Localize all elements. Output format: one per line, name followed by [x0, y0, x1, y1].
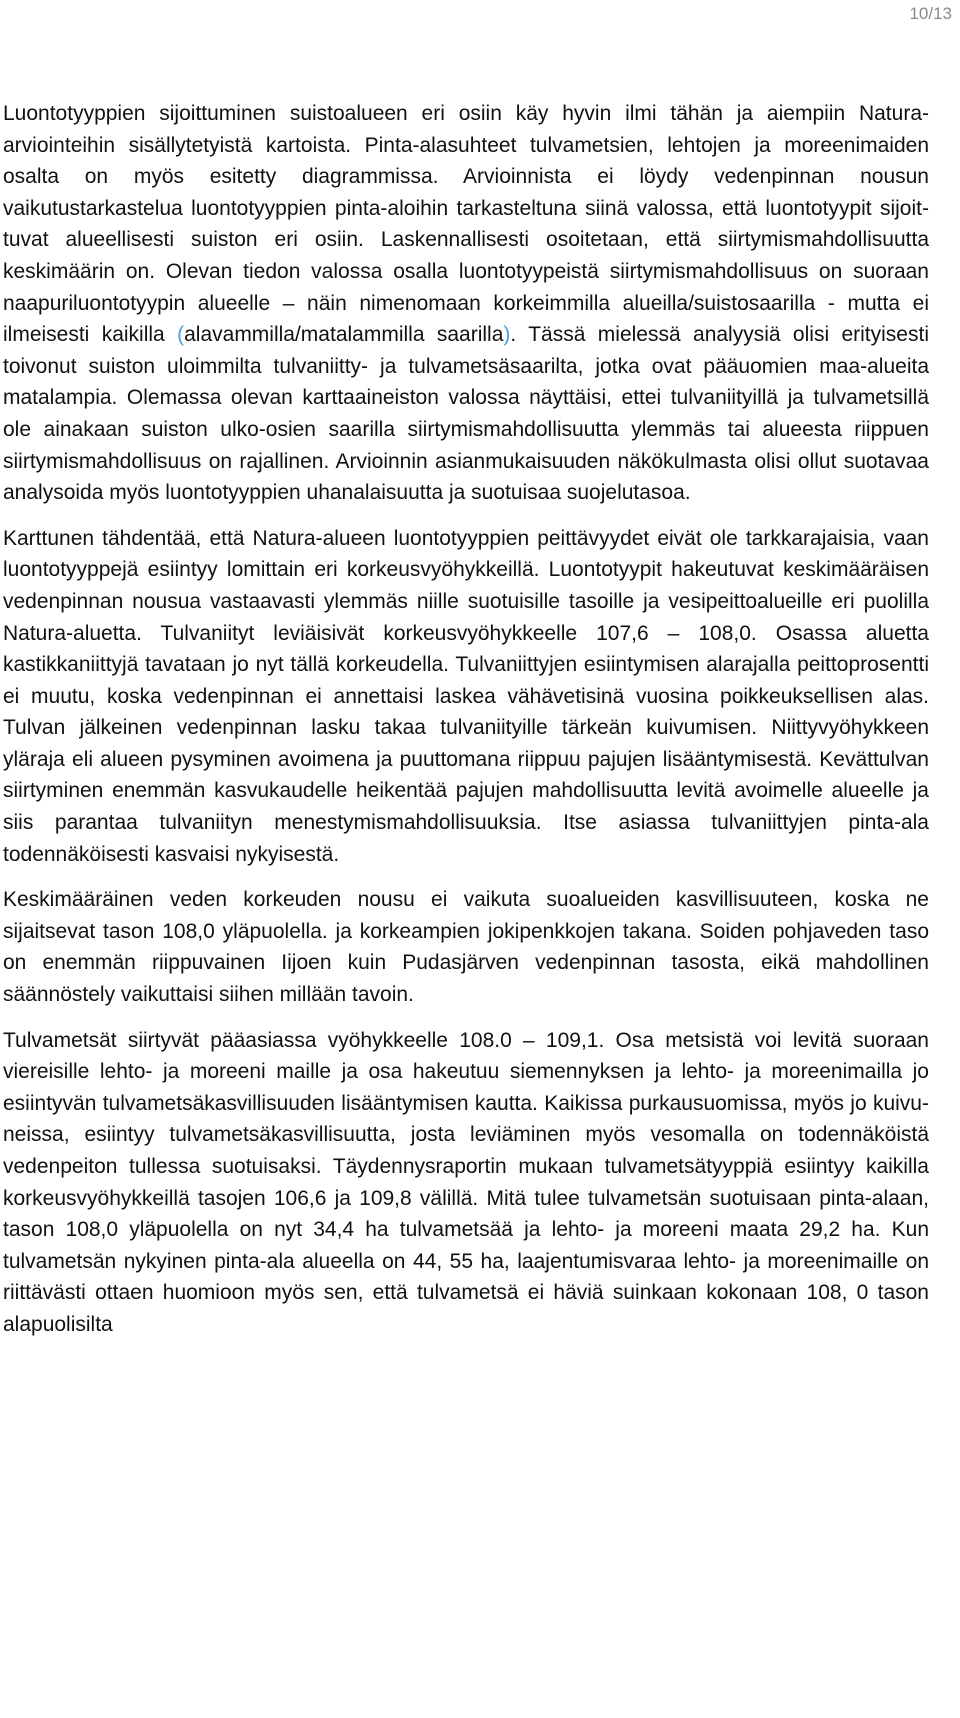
document-body [3, 98, 929, 1341]
paragraph-1-parenthetical: alavammilla/matalammilla saarilla [184, 323, 504, 347]
paragraph-1-text-a: Luontotyyppien sijoittuminen suistoalueen eri osiin käy hyvin ilmi tähän ja aiempiin Natura-arviointeihin sisällytetyistä kartoista. Pinta-alasuhteet tulvametsien, lehtojen ja moreenimaiden osalta on myös esitetty diagrammissa. Arvioinnista ei löydy vedenpinnan nousun vaikutustarkastelua luontotyyppien pinta-aloihin tarkasteltuna siinä valossa, että luontotyypit sijoittuvat alueellisesti suiston eri osiin. Laskennallisesti osoitetaan, että siirtymismahdollisuutta keskimäärin on. Olevan tiedon valossa osalla luontotyypeistä siirtymismahdollisuus on suoraan naapuriluontotyypin alueelle – näin nimenomaan korkeimmilla alueilla/suistosaarilla - mutta ei ilmeisesti kaikilla [3, 102, 929, 347]
paren-close: ) [503, 323, 511, 347]
paren-open: ( [177, 323, 185, 347]
paragraph-2: Karttunen tähdentää, että Natura-alueen luontotyyppien peittävyydet eivät ole tarkkarajaisia, vaan luontotyyppejä esiintyy lomittain eri korkeusvyöhykkeillä. Luontotyypit hakeutuvat keskimääräisen vedenpinnan nousua vastaavasti ylemmäs niille suotuisille tasoille ja vesipeittoalueille eri puolilla Natura-aluetta. Tulvaniityt leviäisivät korkeusvyöhykkeelle 107,6 – 108,0. Osassa aluetta kastikkaniittyjä tavataan jo nyt tällä korkeudella. Tulvaniittyjen esiintymisen alarajalla peittoprosentti ei muutu, koska vedenpinnan ei annettaisi laskea vähävetisinä vuosina poikkeuksellisen alas. Tulvan jälkeinen vedenpinnan lasku takaa tulvaniityille tärkeän kuivumisen. Niittyvyöhykkeen yläraja eli alueen pysyminen avoimena ja puuttomana riippuu pajujen lisääntymisestä. Kevättulvan siirtyminen enemmän kasvukaudelle heikentää pajujen mahdollisuutta levitä avoimelle alueelle ja siis parantaa tulvaniityn menestymismahdollisuuksia. Itse asiassa tulvaniittyjen pinta-ala todennäköisesti kasvaisi nykyisestä. [3, 526, 929, 866]
page-number: 10/13 [909, 4, 952, 23]
paragraph-3: Keskimääräinen veden korkeuden nousu ei vaikuta suoalueiden kasvillisuuteen, koska ne sijaitsevat tason 108,0 yläpuolella. ja korkeampien jokipenkkojen takana. Soiden pohjaveden taso on enemmän riippuvainen Iijoen kuin Pudasjärven vedenpinnan tasosta, eikä mahdollinen säännöstely vaikuttaisi siihen millään tavoin. [3, 888, 929, 1007]
paragraph-4: Tulvametsät siirtyvät pääasiassa vyöhykkeelle 108.0 – 109,1. Osa metsistä voi levitä suoraan viereisille lehto- ja moreeni maille ja osa hakeutuu siemennyksen ja lehto- ja moreenimailla jo esiintyvän tulvametsäkasvillisuuden lisääntymisen kautta. Kaikissa purkausuomissa, myös jo kuivuneissa, esiintyy tulvametsäkasvillisuutta, josta leviäminen myös vesomalla on todennäköistä vedenpeiton tullessa suotuisaksi. Täydennysraportin mukaan tulvametsätyyppiä esiintyy kaikilla korkeusvyöhykkeillä tasojen 106,6 ja 109,8 välillä. Mitä tulee tulvametsän suotuisaan pinta-alaan, tason 108,0 yläpuolella on nyt 34,4 ha tulvametsää ja lehto- ja moreeni maata 29,2 ha. Kun tulvametsän nykyinen pinta-ala alueella on 44, 55 ha, laajentumisvaraa lehto- ja moreenimaille on riittävästi ottaen huomioon myös sen, että tulvametsä ei häviä suinkaan kokonaan 108, 0 tason alapuolisilta [3, 1028, 929, 1336]
paragraph-1 [3, 98, 929, 509]
paragraph-1-text-b: . Tässä mielessä analyysiä olisi erityisesti toivonut suiston uloimmilta tulvaniitty- ja tulvametsäsaarilta, jotka ovat pääuomien maa-alueita matalampia. Olemassa olevan karttaaineiston valossa näyttäisi, ettei tulvaniityillä ja tulvametsillä ole ainakaan suiston ulko-osien saarilla siirtymismahdollisuutta ylemmäs tai alueesta riippuen siirtymismahdollisuus on rajallinen. Arvioinnin asianmukaisuuden näkökulmasta olisi ollut suotavaa analysoida myös luontotyyppien uhanalaisuutta ja suotuisaa suojelutasoa. [3, 323, 929, 505]
